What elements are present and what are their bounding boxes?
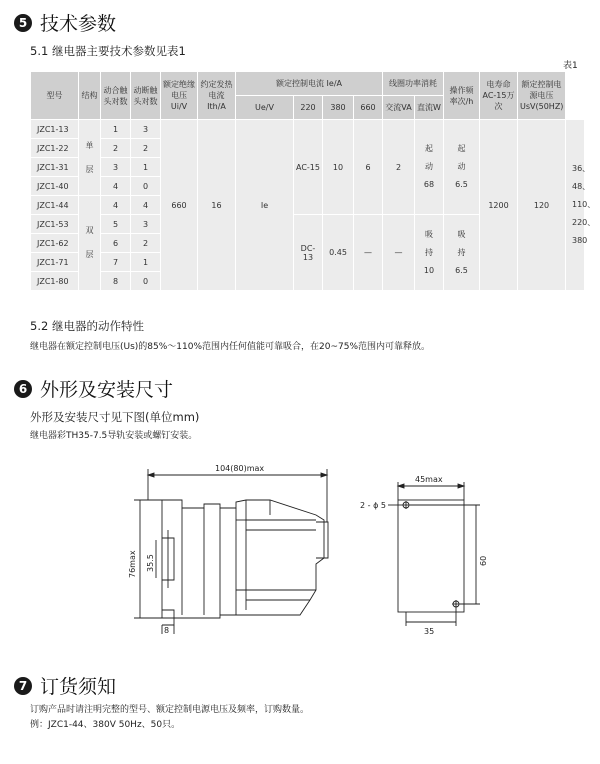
section-number: 5 <box>14 14 32 32</box>
dim-hole-v-label: 60 <box>479 555 488 566</box>
section-number: 6 <box>14 380 32 398</box>
th-660: 660 <box>354 96 383 120</box>
th-insulation-voltage: 额定绝缘电压Ui/V <box>161 72 198 120</box>
table-row: JZC1-62 6 2 <box>31 234 585 253</box>
life-value: 120 <box>518 120 566 291</box>
mounting-text: 继电器彩TH35-7.5导轨安装或螺钉安装。 <box>30 431 198 441</box>
table-row: JZC1-13 单 层 1 3 660 16 Ie AC-15 10 6 2 起 动 68 起 动 6.5 1200 120 36、 48、 110、 220、 380 <box>31 120 585 139</box>
table-row: JZC1-22 2 2 <box>31 139 585 158</box>
section-title: 订货须知 <box>40 676 117 698</box>
dimensions-intro: 外形及安装尺寸见下图(单位mm) <box>30 410 200 424</box>
th-make-contacts: 动合触头对数 <box>101 72 131 120</box>
ui-value: 660 <box>161 120 198 291</box>
th-model: 型号 <box>31 72 79 120</box>
order-line-1: 订购产品时请注明完整的型号、额定控制电源电压及频率，订购数量。 <box>30 705 310 715</box>
ac-pull: 起 动 68 <box>415 120 444 215</box>
dim-holes-label: 2 - ϕ 5 <box>360 501 386 510</box>
ac15-660: 2 <box>383 120 415 215</box>
th-op-freq: 操作频率次/h <box>444 72 480 120</box>
table-row: JZC1-31 3 1 <box>31 158 585 177</box>
dc-hold: 吸 持 6.5 <box>444 215 480 291</box>
spec-table <box>30 71 596 291</box>
dc13-660: — <box>383 215 415 291</box>
dc-pull: 起 动 6.5 <box>444 120 480 215</box>
dim-foot-label: 8 <box>164 626 170 635</box>
side-view-drawing <box>120 460 345 640</box>
ac15-380: 6 <box>354 120 383 215</box>
section-number: 7 <box>14 677 32 695</box>
table-row: JZC1-44 双 层 4 4 <box>31 196 585 215</box>
section-5-heading <box>14 9 116 36</box>
section-title: 技术参数 <box>40 13 117 35</box>
table-row: JZC1-71 7 1 <box>31 253 585 272</box>
table-intro: 5.1 继电器主要技术参数见表1 <box>30 44 186 58</box>
ac-hold: 吸 持 10 <box>415 215 444 291</box>
th-rated-supply: 额定控制电源电压UsV(50HZ) <box>518 72 566 120</box>
dim-rail-label: 35.5 <box>146 554 155 572</box>
subsection-5-2-title: 5.2 继电器的动作特性 <box>30 319 144 333</box>
table-row: JZC1-80 8 0 <box>31 272 585 291</box>
dc13-cat: DC-13 <box>294 215 323 291</box>
th-220: 220 <box>294 96 323 120</box>
th-ac-va: 交流VA <box>383 96 415 120</box>
section-7-heading <box>14 672 116 699</box>
table-row: JZC1-40 4 0 <box>31 177 585 196</box>
mounting-hole-drawing <box>360 470 500 640</box>
th-dc-w: 直流W <box>415 96 444 120</box>
table-row: JZC1-53 5 3 DC-13 0.45 — — 吸 持 10 吸 持 6.5 <box>31 215 585 234</box>
section-title: 外形及安装尺寸 <box>40 379 174 401</box>
supply-values: 36、 48、 110、 220、 380 <box>566 120 585 291</box>
dim-depth-label: 45max <box>415 475 443 484</box>
dc13-220: 0.45 <box>323 215 354 291</box>
th-380: 380 <box>323 96 354 120</box>
th-coil-power: 线圈功率消耗 <box>383 72 444 96</box>
subsection-5-2-text: 继电器在额定控制电压(Us)的85%～110%范围内任何值能可靠吸合，在20~75%范围内可靠释放。 <box>30 342 431 352</box>
dim-height-label: 76max <box>128 550 137 578</box>
ie-value: Ie <box>236 120 294 291</box>
section-6-heading <box>14 375 173 402</box>
dim-hole-h-label: 35 <box>424 627 435 636</box>
th-break-contacts: 动断触头对数 <box>131 72 161 120</box>
dim-width-label: 104(80)max <box>215 464 265 473</box>
th-thermal-current: 约定发热电流Ith/A <box>198 72 236 120</box>
table-label: 表1 <box>563 61 578 71</box>
th-structure: 结构 <box>79 72 101 120</box>
ac15-cat: AC-15 <box>294 120 323 215</box>
dc13-380: — <box>354 215 383 291</box>
th-life: 电寿命AC-15万次 <box>480 72 518 120</box>
structure-single: 单 层 <box>79 120 101 196</box>
op-freq-value: 1200 <box>480 120 518 291</box>
ith-value: 16 <box>198 120 236 291</box>
order-line-2: 例：JZC1-44、380V 50Hz、50只。 <box>30 720 181 730</box>
th-control-current: 额定控制电流 Ie/A <box>236 72 383 96</box>
structure-double: 双 层 <box>79 196 101 291</box>
th-ue: Ue/V <box>236 96 294 120</box>
ac15-220: 10 <box>323 120 354 215</box>
